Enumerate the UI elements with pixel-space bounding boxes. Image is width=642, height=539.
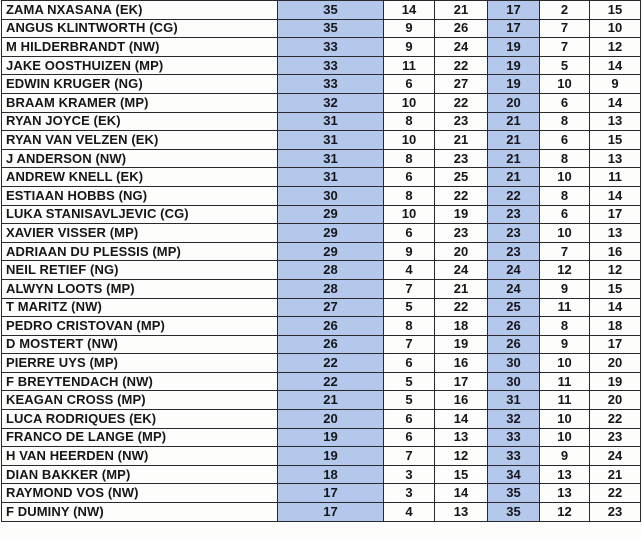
- player-name-cell: ZAMA NXASANA (EK): [2, 1, 278, 20]
- table-row: [2, 149, 641, 168]
- score-cell: 21: [278, 391, 384, 410]
- score-cell: 30: [278, 186, 384, 205]
- score-cell: 30: [488, 354, 540, 373]
- score-cell: 33: [488, 428, 540, 447]
- table-row: [2, 38, 641, 57]
- score-cell: 23: [488, 224, 540, 243]
- player-name-cell: BRAAM KRAMER (MP): [2, 93, 278, 112]
- score-cell: 16: [435, 354, 488, 373]
- score-cell: 10: [540, 428, 590, 447]
- score-cell: 10: [540, 354, 590, 373]
- score-cell: 31: [488, 391, 540, 410]
- score-cell: 13: [540, 465, 590, 484]
- table-row: [2, 447, 641, 466]
- player-name-cell: KEAGAN CROSS (MP): [2, 391, 278, 410]
- score-cell: 14: [590, 93, 641, 112]
- player-name-cell: J ANDERSON (NW): [2, 149, 278, 168]
- player-name-cell: ALWYN LOOTS (MP): [2, 279, 278, 298]
- score-cell: 19: [435, 335, 488, 354]
- table-row: [2, 19, 641, 38]
- score-cell: 32: [488, 410, 540, 429]
- score-cell: 13: [435, 428, 488, 447]
- score-cell: 20: [590, 354, 641, 373]
- player-name-cell: PIERRE UYS (MP): [2, 354, 278, 373]
- score-cell: 17: [488, 1, 540, 20]
- score-cell: 8: [384, 186, 435, 205]
- score-cell: 11: [540, 372, 590, 391]
- table-row: [2, 317, 641, 336]
- score-cell: 20: [435, 242, 488, 261]
- score-cell: 19: [590, 372, 641, 391]
- score-cell: 14: [590, 186, 641, 205]
- score-cell: 33: [278, 75, 384, 94]
- score-cell: 21: [435, 1, 488, 20]
- score-cell: 7: [384, 279, 435, 298]
- player-name-cell: FRANCO DE LANGE (MP): [2, 428, 278, 447]
- score-cell: 31: [278, 149, 384, 168]
- score-cell: 4: [384, 503, 435, 522]
- table-row: [2, 354, 641, 373]
- score-cell: 23: [590, 503, 641, 522]
- score-cell: 8: [384, 317, 435, 336]
- score-cell: 35: [278, 1, 384, 20]
- score-cell: 21: [435, 131, 488, 150]
- score-cell: 33: [278, 38, 384, 57]
- table-row: [2, 484, 641, 503]
- score-cell: 13: [590, 149, 641, 168]
- score-cell: 11: [384, 56, 435, 75]
- score-cell: 3: [384, 465, 435, 484]
- table-row: [2, 503, 641, 522]
- score-cell: 18: [435, 317, 488, 336]
- score-cell: 15: [590, 1, 641, 20]
- score-cell: 7: [540, 19, 590, 38]
- score-cell: 16: [435, 391, 488, 410]
- score-cell: 33: [278, 56, 384, 75]
- score-cell: 21: [488, 131, 540, 150]
- score-cell: 8: [540, 317, 590, 336]
- score-cell: 2: [540, 1, 590, 20]
- score-cell: 9: [540, 447, 590, 466]
- player-name-cell: RAYMOND VOS (NW): [2, 484, 278, 503]
- table-row: [2, 112, 641, 131]
- score-cell: 8: [540, 112, 590, 131]
- score-cell: 12: [540, 503, 590, 522]
- score-cell: 21: [435, 279, 488, 298]
- player-name-cell: D MOSTERT (NW): [2, 335, 278, 354]
- score-cell: 31: [278, 168, 384, 187]
- player-name-cell: H VAN HEERDEN (NW): [2, 447, 278, 466]
- score-cell: 24: [435, 261, 488, 280]
- score-cell: 35: [278, 19, 384, 38]
- score-cell: 11: [540, 391, 590, 410]
- score-cell: 35: [488, 503, 540, 522]
- score-cell: 19: [488, 56, 540, 75]
- score-cell: 30: [488, 372, 540, 391]
- score-cell: 22: [488, 186, 540, 205]
- score-cell: 6: [540, 205, 590, 224]
- score-cell: 6: [384, 410, 435, 429]
- score-cell: 5: [384, 391, 435, 410]
- score-cell: 28: [278, 261, 384, 280]
- score-cell: 26: [488, 335, 540, 354]
- player-name-cell: F DUMINY (NW): [2, 503, 278, 522]
- score-cell: 21: [590, 465, 641, 484]
- score-cell: 7: [384, 447, 435, 466]
- score-cell: 22: [435, 93, 488, 112]
- score-cell: 16: [590, 242, 641, 261]
- player-name-cell: LUKA STANISAVLJEVIC (CG): [2, 205, 278, 224]
- score-cell: 11: [590, 168, 641, 187]
- score-cell: 22: [435, 56, 488, 75]
- table-row: [2, 261, 641, 280]
- score-cell: 27: [435, 75, 488, 94]
- score-cell: 19: [488, 75, 540, 94]
- score-cell: 7: [540, 242, 590, 261]
- score-cell: 21: [488, 168, 540, 187]
- score-cell: 6: [540, 93, 590, 112]
- score-cell: 14: [384, 1, 435, 20]
- score-cell: 17: [278, 484, 384, 503]
- score-cell: 22: [590, 410, 641, 429]
- score-cell: 29: [278, 224, 384, 243]
- score-cell: 17: [488, 19, 540, 38]
- score-cell: 23: [488, 205, 540, 224]
- score-cell: 24: [590, 447, 641, 466]
- score-cell: 23: [435, 224, 488, 243]
- score-cell: 17: [435, 372, 488, 391]
- score-cell: 15: [435, 465, 488, 484]
- score-cell: 34: [488, 465, 540, 484]
- score-cell: 20: [488, 93, 540, 112]
- score-cell: 7: [384, 335, 435, 354]
- player-name-cell: NEIL RETIEF (NG): [2, 261, 278, 280]
- score-cell: 20: [590, 391, 641, 410]
- score-cell: 11: [540, 298, 590, 317]
- score-cell: 14: [435, 484, 488, 503]
- score-cell: 10: [384, 131, 435, 150]
- table-row: [2, 279, 641, 298]
- table-row: [2, 391, 641, 410]
- table-row: [2, 224, 641, 243]
- score-cell: 23: [488, 242, 540, 261]
- score-cell: 13: [540, 484, 590, 503]
- score-cell: 22: [435, 298, 488, 317]
- score-cell: 5: [384, 372, 435, 391]
- score-cell: 12: [590, 38, 641, 57]
- score-cell: 22: [278, 354, 384, 373]
- score-cell: 25: [435, 168, 488, 187]
- score-cell: 27: [278, 298, 384, 317]
- score-cell: 33: [488, 447, 540, 466]
- score-cell: 13: [590, 112, 641, 131]
- score-cell: 9: [384, 19, 435, 38]
- player-name-cell: JAKE OOSTHUIZEN (MP): [2, 56, 278, 75]
- score-cell: 15: [590, 279, 641, 298]
- player-name-cell: EDWIN KRUGER (NG): [2, 75, 278, 94]
- score-cell: 35: [488, 484, 540, 503]
- table-row: [2, 1, 641, 20]
- score-cell: 17: [278, 503, 384, 522]
- score-cell: 18: [278, 465, 384, 484]
- score-cell: 26: [488, 317, 540, 336]
- player-name-cell: ANDREW KNELL (EK): [2, 168, 278, 187]
- player-name-cell: RYAN JOYCE (EK): [2, 112, 278, 131]
- score-cell: 32: [278, 93, 384, 112]
- score-cell: 13: [590, 224, 641, 243]
- score-cell: 6: [384, 75, 435, 94]
- score-cell: 19: [488, 38, 540, 57]
- score-cell: 22: [590, 484, 641, 503]
- player-name-cell: LUCA RODRIQUES (EK): [2, 410, 278, 429]
- score-cell: 18: [590, 317, 641, 336]
- table-row: [2, 298, 641, 317]
- score-cell: 24: [488, 261, 540, 280]
- table-row: [2, 428, 641, 447]
- score-cell: 8: [384, 112, 435, 131]
- score-cell: 24: [488, 279, 540, 298]
- player-name-cell: PEDRO CRISTOVAN (MP): [2, 317, 278, 336]
- score-cell: 23: [435, 112, 488, 131]
- table-row: [2, 335, 641, 354]
- score-cell: 14: [590, 56, 641, 75]
- table-row: [2, 186, 641, 205]
- score-cell: 12: [590, 261, 641, 280]
- score-cell: 10: [384, 205, 435, 224]
- table-row: [2, 93, 641, 112]
- score-cell: 17: [590, 335, 641, 354]
- player-name-cell: M HILDERBRANDT (NW): [2, 38, 278, 57]
- score-cell: 29: [278, 205, 384, 224]
- table-row: [2, 75, 641, 94]
- table-row: [2, 131, 641, 150]
- score-cell: 9: [540, 279, 590, 298]
- table-row: [2, 56, 641, 75]
- player-name-cell: F BREYTENDACH (NW): [2, 372, 278, 391]
- score-cell: 9: [384, 38, 435, 57]
- score-cell: 9: [384, 242, 435, 261]
- table-row: [2, 410, 641, 429]
- player-name-cell: ADRIAAN DU PLESSIS (MP): [2, 242, 278, 261]
- results-table: [1, 0, 641, 522]
- table-row: [2, 465, 641, 484]
- score-cell: 10: [590, 19, 641, 38]
- score-cell: 5: [384, 298, 435, 317]
- score-cell: 8: [384, 149, 435, 168]
- table-row: [2, 242, 641, 261]
- score-cell: 3: [384, 484, 435, 503]
- score-cell: 4: [384, 261, 435, 280]
- score-cell: 20: [278, 410, 384, 429]
- player-name-cell: T MARITZ (NW): [2, 298, 278, 317]
- score-cell: 12: [435, 447, 488, 466]
- score-cell: 9: [540, 335, 590, 354]
- player-name-cell: RYAN VAN VELZEN (EK): [2, 131, 278, 150]
- score-cell: 14: [590, 298, 641, 317]
- score-cell: 21: [488, 149, 540, 168]
- score-cell: 12: [540, 261, 590, 280]
- score-cell: 10: [540, 75, 590, 94]
- results-table-body: [2, 1, 641, 522]
- score-cell: 26: [278, 335, 384, 354]
- player-name-cell: XAVIER VISSER (MP): [2, 224, 278, 243]
- player-name-cell: DIAN BAKKER (MP): [2, 465, 278, 484]
- table-row: [2, 205, 641, 224]
- score-cell: 25: [488, 298, 540, 317]
- score-cell: 28: [278, 279, 384, 298]
- score-cell: 22: [435, 186, 488, 205]
- score-cell: 6: [384, 354, 435, 373]
- score-cell: 13: [435, 503, 488, 522]
- score-cell: 22: [278, 372, 384, 391]
- score-cell: 23: [435, 149, 488, 168]
- score-cell: 24: [435, 38, 488, 57]
- score-cell: 10: [540, 224, 590, 243]
- score-cell: 26: [278, 317, 384, 336]
- table-row: [2, 168, 641, 187]
- score-cell: 29: [278, 242, 384, 261]
- score-cell: 6: [540, 131, 590, 150]
- score-cell: 19: [435, 205, 488, 224]
- score-cell: 8: [540, 186, 590, 205]
- table-row: [2, 372, 641, 391]
- score-cell: 6: [384, 224, 435, 243]
- score-cell: 14: [435, 410, 488, 429]
- score-cell: 26: [435, 19, 488, 38]
- score-cell: 21: [488, 112, 540, 131]
- score-cell: 31: [278, 131, 384, 150]
- score-cell: 6: [384, 168, 435, 187]
- score-cell: 5: [540, 56, 590, 75]
- score-cell: 7: [540, 38, 590, 57]
- score-cell: 15: [590, 131, 641, 150]
- player-name-cell: ESTIAAN HOBBS (NG): [2, 186, 278, 205]
- score-cell: 8: [540, 149, 590, 168]
- score-cell: 10: [540, 168, 590, 187]
- score-cell: 10: [384, 93, 435, 112]
- score-cell: 17: [590, 205, 641, 224]
- score-cell: 19: [278, 428, 384, 447]
- score-cell: 9: [590, 75, 641, 94]
- score-cell: 19: [278, 447, 384, 466]
- score-cell: 23: [590, 428, 641, 447]
- score-cell: 6: [384, 428, 435, 447]
- score-cell: 10: [540, 410, 590, 429]
- player-name-cell: ANGUS KLINTWORTH (CG): [2, 19, 278, 38]
- score-cell: 31: [278, 112, 384, 131]
